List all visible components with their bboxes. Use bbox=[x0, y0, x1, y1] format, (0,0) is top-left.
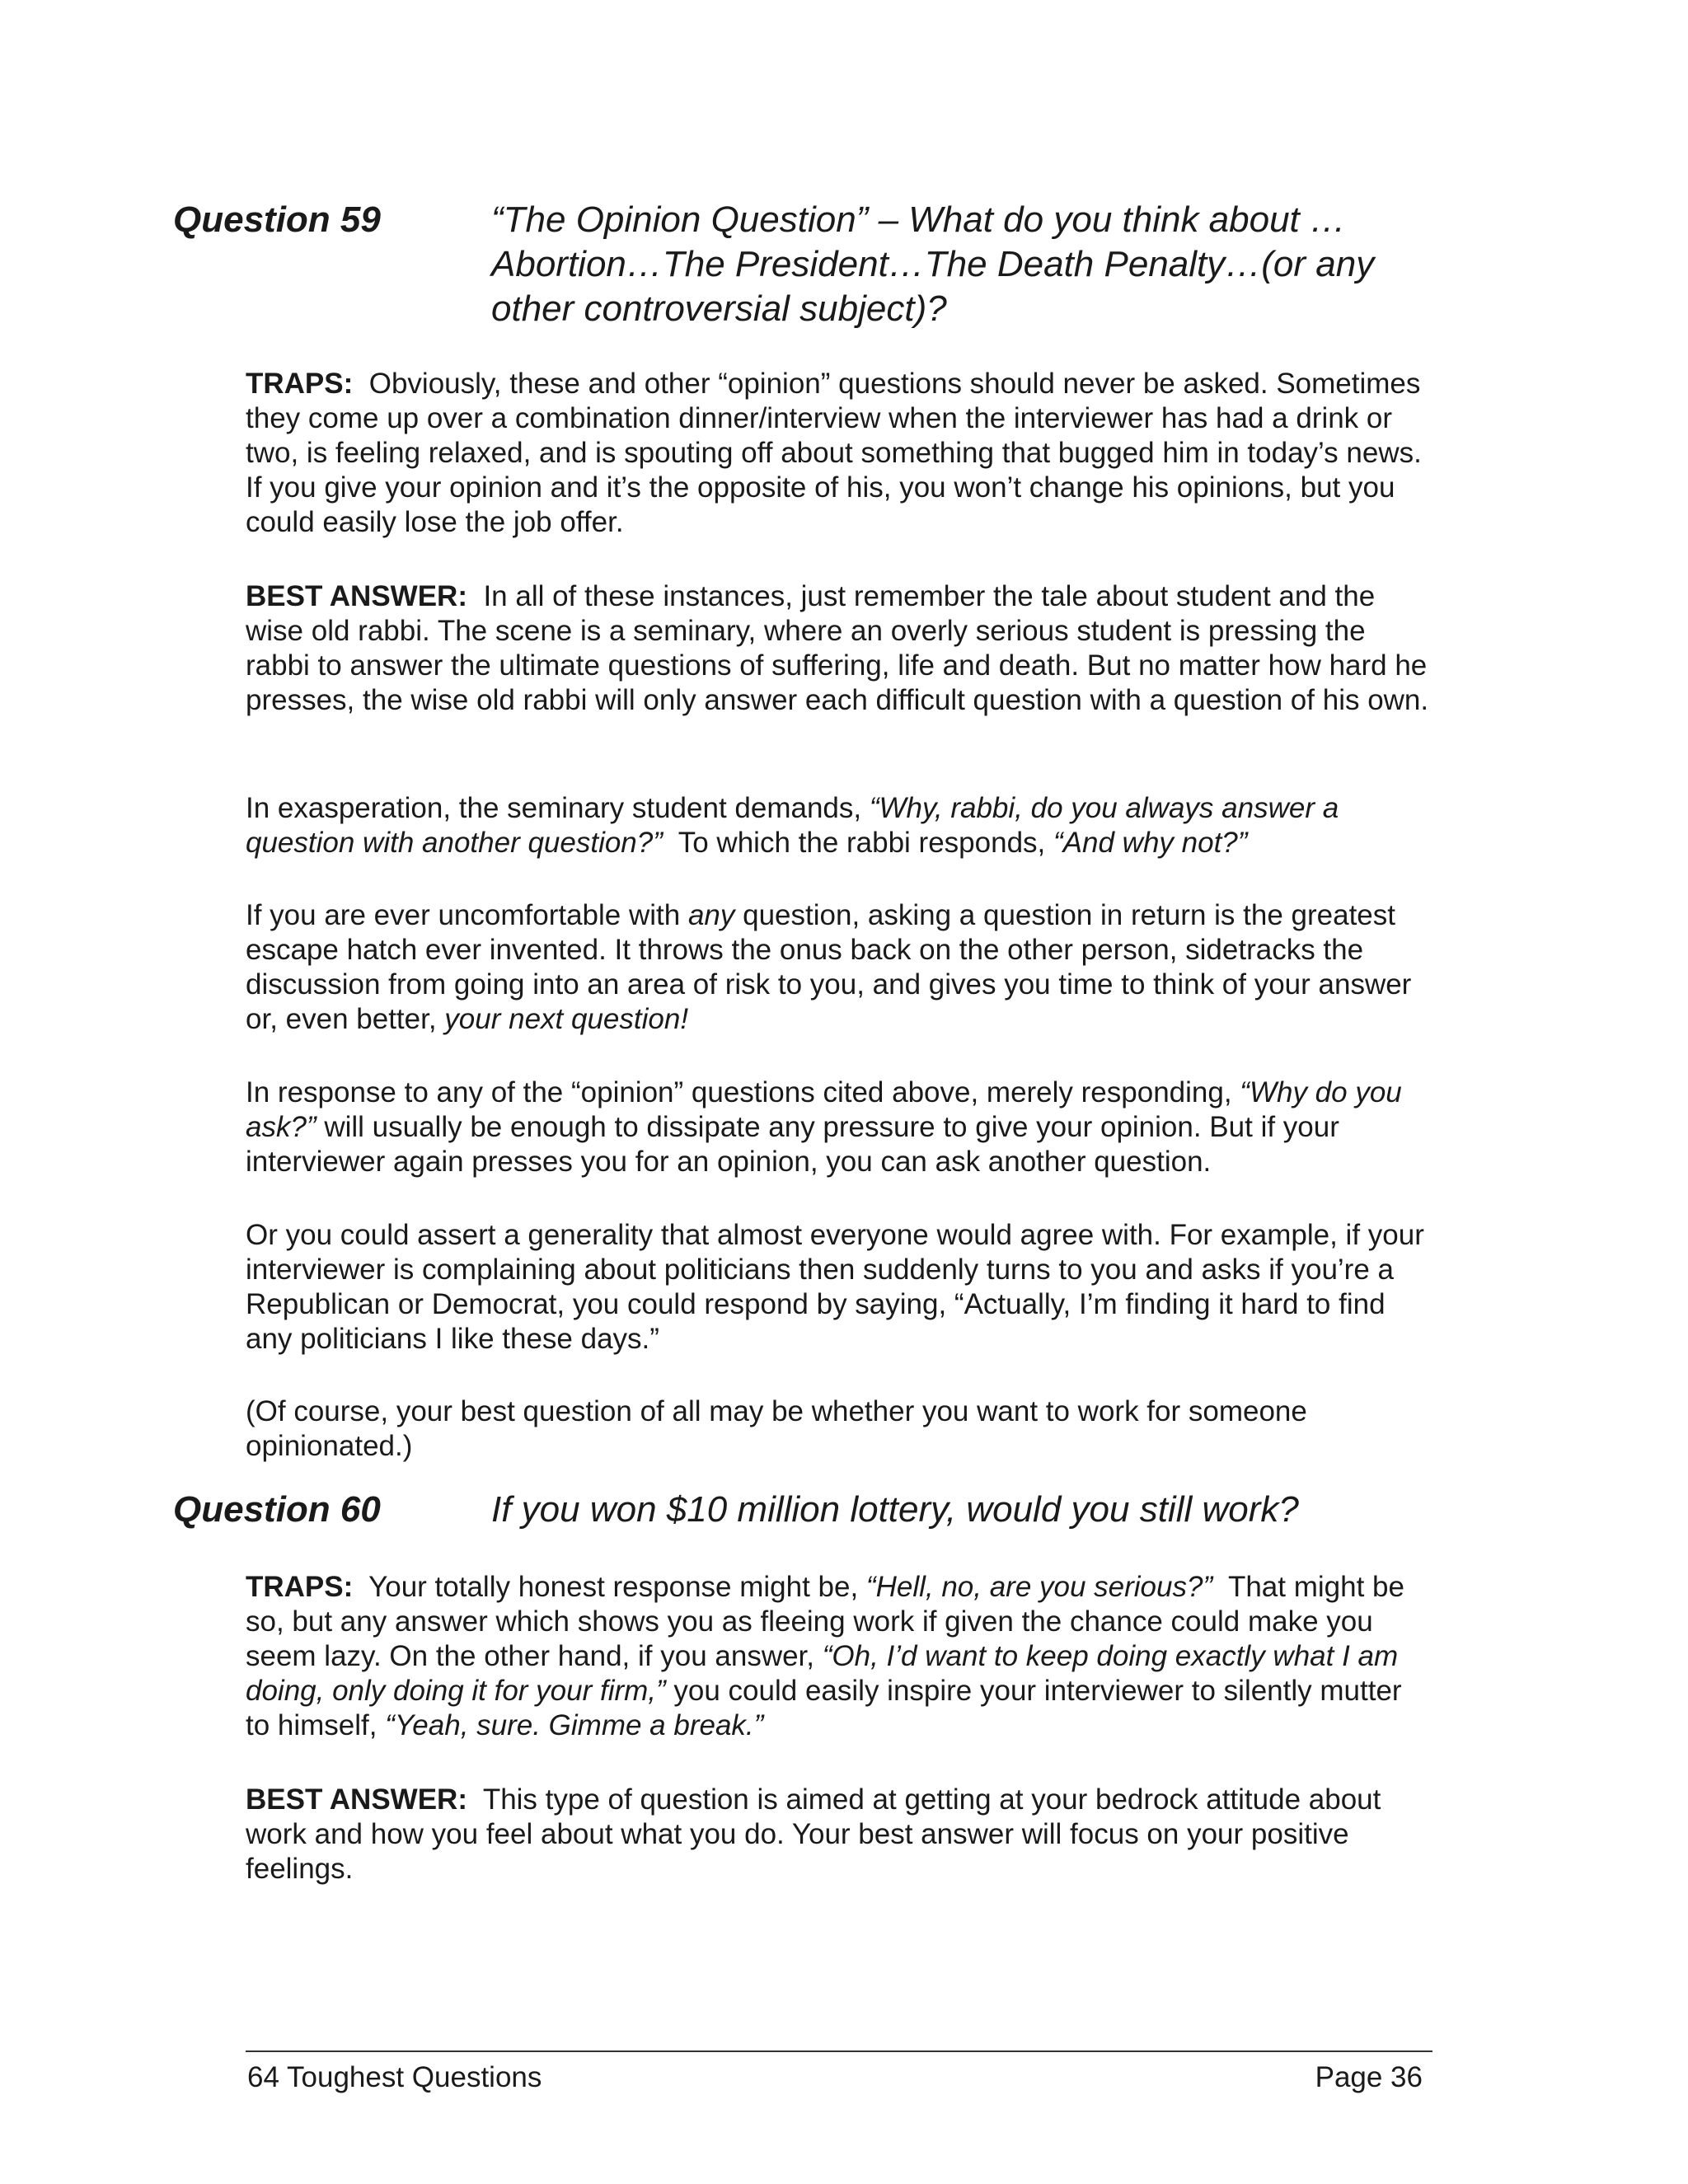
q59-paragraph-7: (Of course, your best question of all may be whether you want to work for someone opinionated.) bbox=[246, 1395, 1307, 1462]
q59-best-answer-paragraph bbox=[246, 579, 1432, 718]
q60-traps-label: TRAPS: bbox=[246, 1571, 354, 1603]
q60-best-answer-paragraph bbox=[246, 1783, 1432, 1886]
q59-paragraph-4 bbox=[246, 898, 1432, 1037]
q59-p5-text: In response to any of the “opinion” questions cited above, merely responding, bbox=[246, 1076, 1232, 1108]
footer-book-title: 64 Toughest Questions bbox=[247, 2061, 542, 2093]
q60-traps-text-2: That might be so, but any answer which shows you as fleeing work if given the chance could make you seem lazy. On the other hand, if you answer, bbox=[246, 1571, 1404, 1672]
question-59-number: Question 59 bbox=[173, 199, 381, 240]
question-59-title: “The Opinion Question” – What do you think about … Abortion…The President…The Death Penalty…(or any other controversial subject)? bbox=[491, 199, 1375, 329]
q60-traps-paragraph bbox=[246, 1570, 1432, 1743]
q60-traps-text: Your totally honest response might be, bbox=[368, 1571, 859, 1603]
question-60-heading bbox=[173, 1488, 1442, 1537]
q60-best-answer-label: BEST ANSWER: bbox=[246, 1783, 467, 1816]
q59-paragraph-3 bbox=[246, 791, 1432, 860]
q59-p4-text-2: question, asking a question in return is the greatest escape hatch ever invented. It throws the onus back on the other person, sidetracks the discussion from going into an area of risk to you, and gives you time to think of your answer or, even better, bbox=[246, 899, 1412, 1035]
q59-p5-text-2: will usually be enough to dissipate any pressure to give your opinion. But if your interviewer again presses you for an opinion, you can ask another question. bbox=[246, 1111, 1339, 1178]
q59-best-answer-label: BEST ANSWER: bbox=[246, 580, 467, 612]
q59-p5-quote: “Why do you ask?” bbox=[246, 1076, 1402, 1143]
q59-traps-text: Obviously, these and other “opinion” questions should never be asked. Sometimes they come up over a combination dinner/interview when the interviewer has had a drink or two, is feeling relaxed, and is spouting off about something that bugged him in today’s news. If you give your opinion and it’s the opposite of his, you won’t change his opinions, but you could easily lose the job offer. bbox=[246, 368, 1422, 538]
q60-traps-quote-3: “Yeah, sure. Gimme a break.” bbox=[385, 1709, 764, 1741]
q59-p4-emphasis-2: your next question! bbox=[444, 1003, 689, 1035]
q59-best-answer-text: In all of these instances, just remember the tale about student and the wise old rabbi. The scene is a seminary, where an overly serious student is pressing the rabbi to answer the ultimate questions of suffering, life and death. But no matter how hard he presses, the wise old rabbi will only answer each difficult question with a question of his own. bbox=[246, 580, 1429, 716]
q59-p4-text: If you are ever uncomfortable with bbox=[246, 899, 681, 931]
q60-traps-quote-1: “Hell, no, are you serious?” bbox=[865, 1571, 1213, 1603]
q59-traps-paragraph bbox=[246, 367, 1432, 540]
q59-p3-text: In exasperation, the seminary student demands, bbox=[246, 792, 862, 824]
q59-traps-label: TRAPS: bbox=[246, 368, 354, 400]
q60-best-answer-text: This type of question is aimed at getting at your bedrock attitude about work and how you feel about what you do. Your best answer will focus on your positive feelings. bbox=[246, 1783, 1381, 1885]
q59-paragraph-5 bbox=[246, 1076, 1432, 1179]
question-59-heading bbox=[173, 198, 1442, 338]
question-60-title: If you won $10 million lottery, would you still work? bbox=[491, 1489, 1299, 1530]
q59-paragraph-6: Or you could assert a generality that almost everyone would agree with. For example, if your interviewer is complaining about politicians then suddenly turns to you and asks if you’re a Republican or Democrat, you could respond by saying, “Actually, I’m finding it hard to find any politicians I like these days.” bbox=[246, 1219, 1424, 1355]
q60-traps-quote-2: “Oh, I’d want to keep doing exactly what I am doing, only doing it for your firm,” bbox=[246, 1640, 1399, 1707]
question-60-number: Question 60 bbox=[173, 1489, 381, 1530]
footer-page-number: Page 36 bbox=[1315, 2061, 1423, 2093]
q59-p3-quote-rabbi: “And why not?” bbox=[1053, 827, 1248, 859]
q60-traps-text-3: you could easily inspire your interviewer to silently mutter to himself, bbox=[246, 1675, 1402, 1741]
q59-p3-quote-student: “Why, rabbi, do you always answer a question with another question?” bbox=[246, 792, 1339, 859]
q59-p4-emphasis: any bbox=[687, 899, 735, 931]
q59-p3-text-2: To which the rabbi responds, bbox=[678, 827, 1046, 859]
footer-rule bbox=[246, 2050, 1432, 2052]
